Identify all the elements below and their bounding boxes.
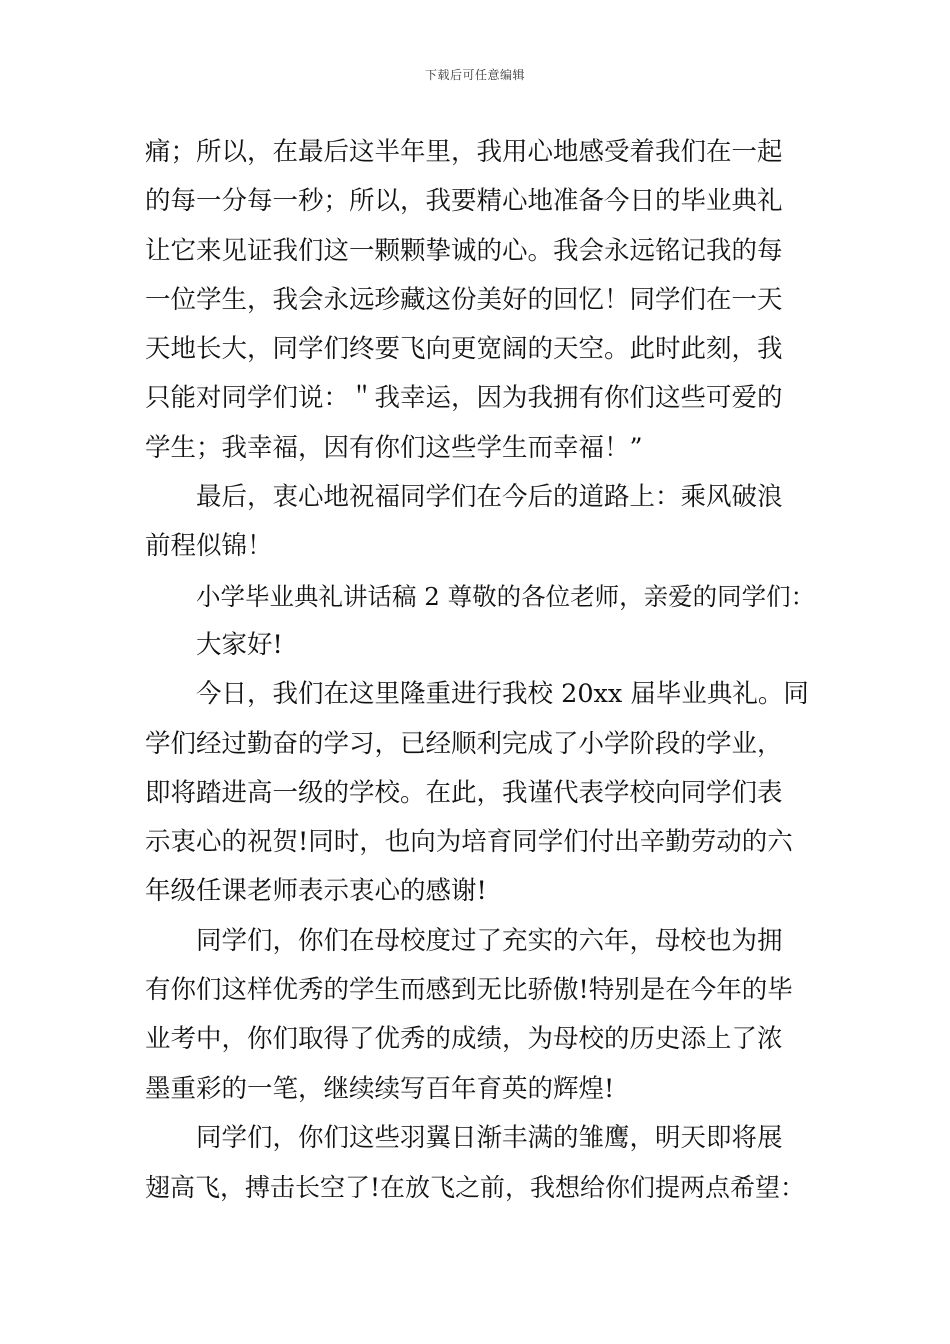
document-body <box>145 128 815 1213</box>
text-line: 有你们这样优秀的学生而感到无比骄傲!特别是在今年的毕 <box>145 975 793 1006</box>
text-line: 天地长大，同学们终要飞向更宽阔的天空。此时此刻，我 <box>145 334 783 365</box>
text-line: 的每一分每一秒；所以，我要精心地准备今日的毕业典礼 <box>145 186 783 217</box>
text-line: 示衷心的祝贺!同时，也向为培育同学们付出辛勤劳动的六 <box>145 827 793 858</box>
text-line: 痛；所以，在最后这半年里，我用心地感受着我们在一起 <box>145 137 783 167</box>
text-line: 今日，我们在这里隆重进行我校 20xx 届毕业典礼。同 <box>196 679 809 710</box>
text-line: 墨重彩的一笔，继续续写百年育英的辉煌! <box>145 1073 615 1104</box>
text-line: 让它来见证我们这一颗颗挚诚的心。我会永远铭记我的每 <box>145 235 783 266</box>
text-line: 学们经过勤奋的学习，已经顺利完成了小学阶段的学业， <box>145 728 783 759</box>
text-line: 一位学生，我会永远珍藏这份美好的回忆！同学们在一天 <box>145 284 783 315</box>
text-line: 同学们，你们这些羽翼日渐丰满的雏鹰，明天即将展 <box>196 1122 783 1153</box>
page-header-note: 下载后可任意编辑 <box>424 68 525 82</box>
text-line: 只能对同学们说：＂我幸运，因为我拥有你们这些可爱的 <box>145 383 783 414</box>
text-line: 翅高飞，搏击长空了!在放飞之前，我想给你们提两点希望： <box>145 1173 806 1203</box>
text-line: 大家好! <box>196 629 283 660</box>
text-line: 小学毕业典礼讲话稿 2 尊敬的各位老师，亲爱的同学们： <box>196 581 816 611</box>
text-line: 即将踏进高一级的学校。在此，我谨代表学校向同学们表 <box>145 777 783 808</box>
text-line: 学生；我幸福，因有你们这些学生而幸福！” <box>145 432 643 463</box>
text-line: 年级任课老师表示衷心的感谢! <box>145 876 487 907</box>
text-line: 同学们，你们在母校度过了充实的六年，母校也为拥 <box>196 925 783 956</box>
text-line: 业考中，你们取得了优秀的成绩，为母校的历史添上了浓 <box>145 1024 783 1055</box>
text-line: 前程似锦！ <box>145 531 273 562</box>
text-line: 最后，衷心地祝福同学们在今后的道路上：乘风破浪 <box>196 482 783 513</box>
